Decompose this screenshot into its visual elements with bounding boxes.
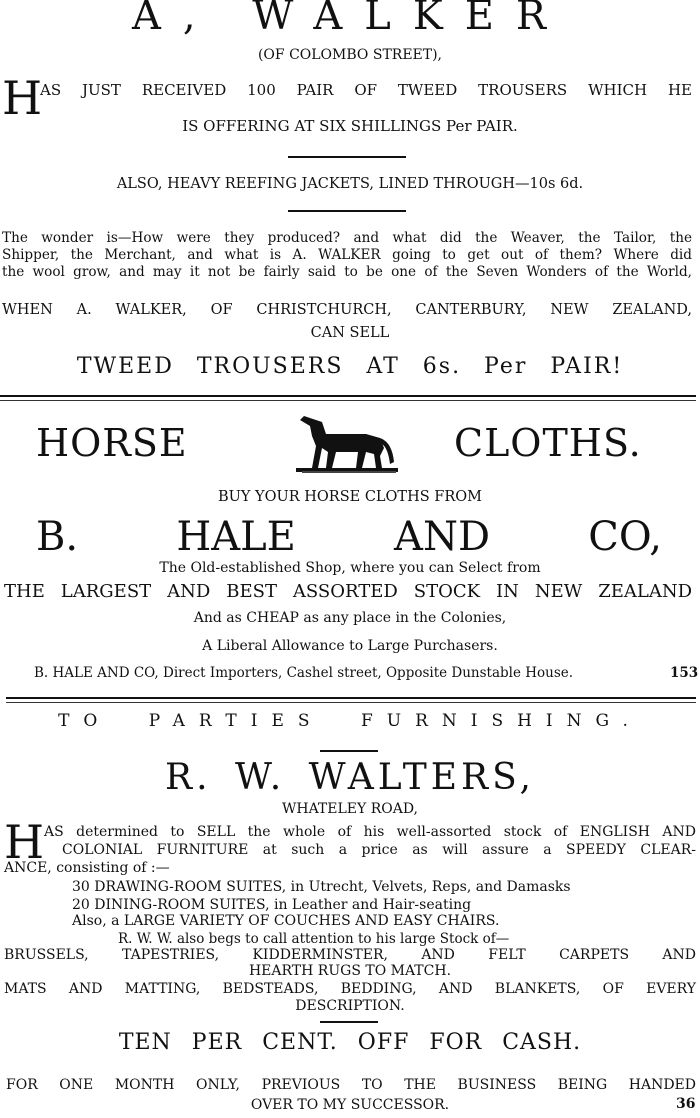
walters-line1: AS determined to SELL the whole of his well-assorted stock of ENGLISH AND bbox=[44, 824, 696, 840]
walters-ten: TEN PER CENT. OFF FOR CASH. bbox=[118, 1030, 582, 1055]
walters-item: R. W. W. also begs to call attention to his large Stock of— bbox=[118, 931, 510, 947]
walters-name: R. W. WALTERS, bbox=[165, 757, 535, 798]
walker-paragraph bbox=[2, 230, 692, 281]
walters-ad-number: 36 bbox=[676, 1096, 696, 1112]
horse-heading-right: CLOTHS. bbox=[454, 421, 642, 465]
horse-engraving-icon bbox=[296, 412, 398, 474]
walker-subtitle: (OF COLOMBO STREET), bbox=[257, 47, 443, 63]
walters-item: 20 DINING-ROOM SUITES, in Leather and Hair-seating bbox=[72, 897, 472, 913]
hale-largest: THE LARGEST AND BEST ASSORTED STOCK IN NEW ZEALAND bbox=[4, 581, 692, 602]
walters-brussels: BRUSSELS, TAPESTRIES, KIDDERMINSTER, AND FELT CARPETS AND bbox=[4, 947, 696, 963]
walker-para-line: Shipper, the Merchant, and what is A. WALKER going to get out of them? Where did bbox=[2, 247, 692, 263]
walters-address: WHATELEY ROAD, bbox=[281, 801, 418, 817]
divider bbox=[288, 210, 406, 212]
hale-liberal: A Liberal Allowance to Large Purchasers. bbox=[202, 638, 498, 654]
walker-line2: IS OFFERING AT SIX SHILLINGS Per PAIR. bbox=[182, 117, 518, 135]
walters-line3: ANCE, consisting of :— bbox=[4, 860, 170, 876]
horse-icon bbox=[296, 412, 398, 474]
walters-heading: TO PARTIES FURNISHING. bbox=[58, 711, 642, 731]
hale-buy: BUY YOUR HORSE CLOTHS FROM bbox=[217, 489, 483, 505]
walters-dropcap: H bbox=[4, 815, 45, 869]
divider bbox=[320, 1021, 378, 1023]
hale-name: B. HALE AND CO, bbox=[36, 514, 662, 560]
divider bbox=[288, 156, 406, 158]
section-divider-thin bbox=[6, 702, 696, 703]
section-divider bbox=[0, 395, 696, 397]
walters-mats: MATS AND MATTING, BEDSTEADS, BEDDING, AND BLANKETS, OF EVERY bbox=[4, 981, 696, 997]
walker-when2: CAN SELL bbox=[310, 325, 390, 341]
horse-heading-left: HORSE bbox=[36, 421, 188, 465]
hale-ad-number: 153 bbox=[670, 665, 699, 681]
section-divider bbox=[6, 697, 696, 699]
walters-item: Also, a LARGE VARIETY OF COUCHES AND EASY CHAIRS. bbox=[72, 913, 500, 929]
walker-title: A, WALKER bbox=[131, 0, 569, 39]
walker-also: ALSO, HEAVY REEFING JACKETS, LINED THROUGH—10s 6d. bbox=[116, 176, 584, 192]
walker-para-line: The wonder is—How were they produced? and what did the Weaver, the Tailor, the bbox=[2, 230, 692, 246]
walters-desc: DESCRIPTION. bbox=[295, 998, 405, 1014]
walker-para-line: the wool grow, and may it not be fairly said to be one of the Seven Wonders of the World, bbox=[2, 264, 692, 280]
hale-old: The Old-established Shop, where you can Select from bbox=[159, 560, 541, 576]
walters-month1: FOR ONE MONTH ONLY, PREVIOUS TO THE BUSINESS BEING HANDED bbox=[6, 1077, 696, 1093]
section-divider-thin bbox=[0, 400, 696, 401]
walker-line1: AS JUST RECEIVED 100 PAIR OF TWEED TROUSERS WHICH HE bbox=[40, 81, 692, 99]
walker-dropcap: H bbox=[2, 71, 43, 125]
divider bbox=[320, 750, 378, 752]
walters-item: 30 DRAWING-ROOM SUITES, in Utrecht, Velvets, Reps, and Damasks bbox=[72, 879, 571, 895]
hale-footer: B. HALE AND CO, Direct Importers, Cashel street, Opposite Dunstable House. bbox=[34, 665, 574, 681]
walters-line2: COLONIAL FURNITURE at such a price as will assure a SPEEDY CLEAR- bbox=[62, 842, 696, 858]
walters-hearth: HEARTH RUGS TO MATCH. bbox=[248, 963, 452, 979]
walker-when1: WHEN A. WALKER, OF CHRISTCHURCH, CANTERBURY, NEW ZEALAND, bbox=[2, 302, 692, 318]
walters-month2: OVER TO MY SUCCESSOR. bbox=[250, 1097, 450, 1113]
hale-cheap: And as CHEAP as any place in the Colonies, bbox=[193, 610, 507, 626]
walker-price: TWEED TROUSERS AT 6s. Per PAIR! bbox=[76, 354, 624, 379]
